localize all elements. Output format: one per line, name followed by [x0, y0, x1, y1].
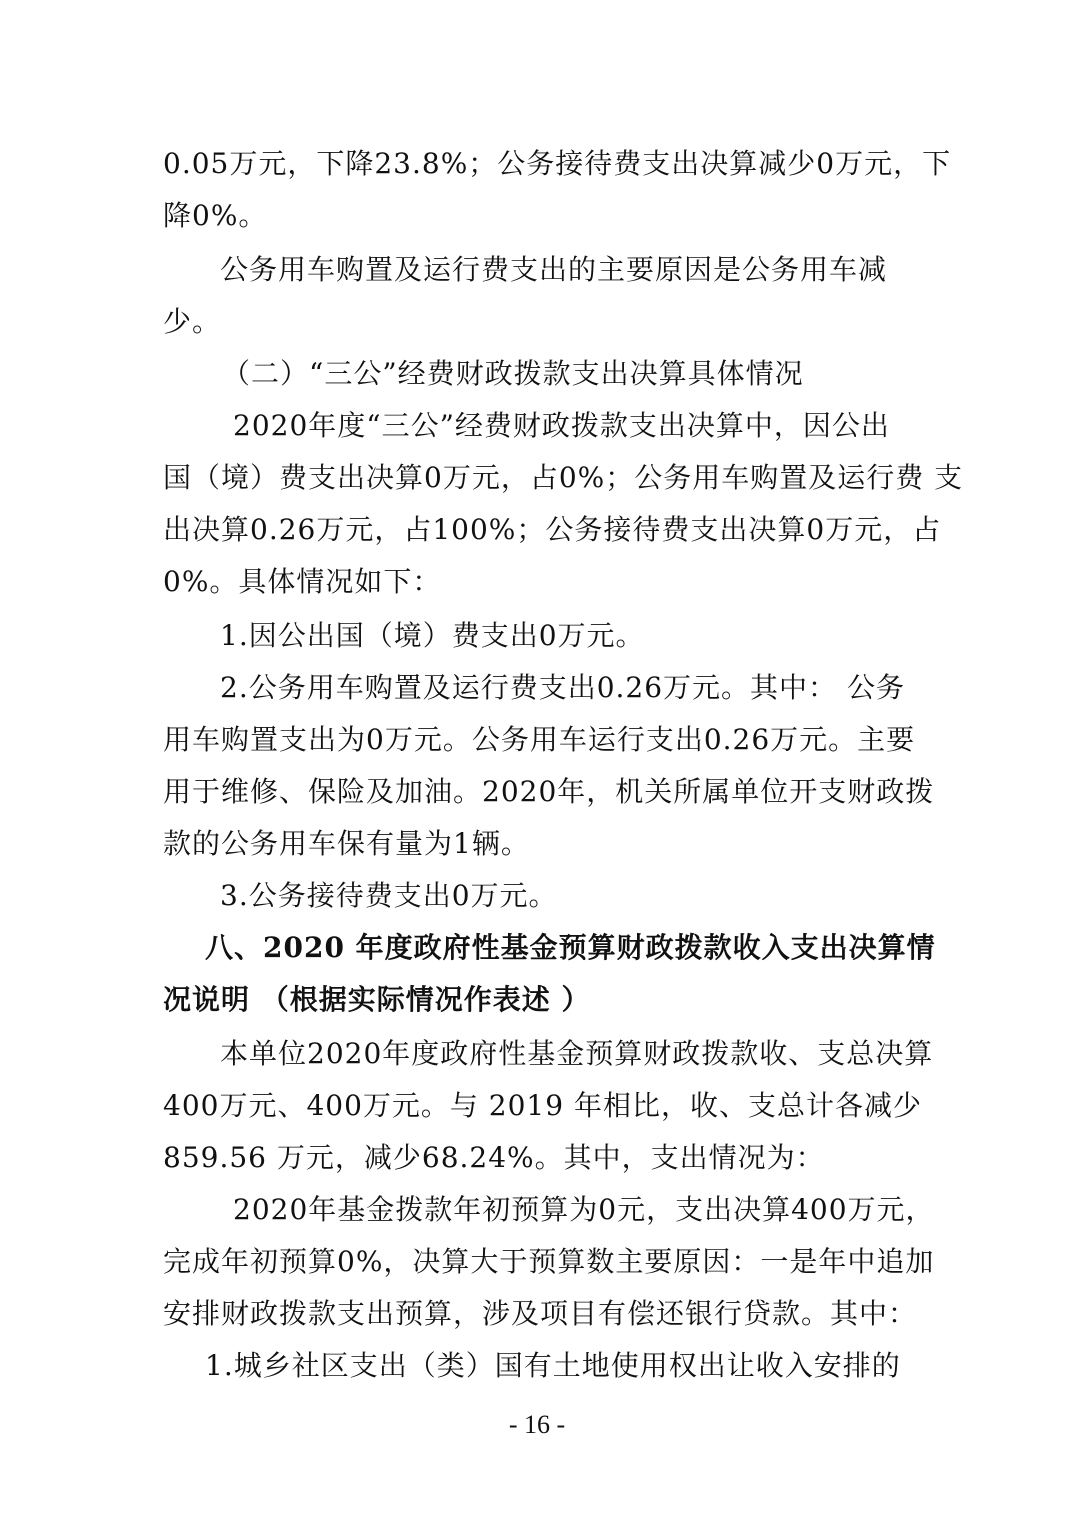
paragraph-line-2: 降0%。	[163, 199, 268, 232]
paragraph-line-23: 安排财政拨款支出预算，涉及项目有偿还银行贷款。其中：	[163, 1297, 918, 1330]
paragraph-line-13: 用于维修、保险及加油。2020年，机关所属单位开支财政拨	[163, 775, 935, 808]
section-heading-8-cont: 况说明 （根据实际情况作表述 ）	[163, 983, 591, 1016]
paragraph-line-1: 0.05万元，下降23.8%；公务接待费支出决算减少0万元，下	[163, 147, 952, 180]
paragraph-line-4: 少。	[163, 305, 222, 338]
paragraph-line-14: 款的公务用车保有量为1辆。	[163, 827, 530, 860]
paragraph-line-22: 完成年初预算0%，决算大于预算数主要原因：一是年中追加	[163, 1245, 935, 1278]
list-item-4: 1.城乡社区支出（类）国有土地使用权出让收入安排的	[205, 1349, 901, 1382]
paragraph-line-12: 用车购置支出为0万元。公务用车运行支出0.26万元。主要	[163, 723, 916, 756]
paragraph-line-9: 0%。具体情况如下：	[163, 565, 442, 598]
paragraph-line-3: 公务用车购置及运行费支出的主要原因是公务用车减	[220, 253, 888, 286]
list-item-1: 1.因公出国（境）费支出0万元。	[220, 619, 645, 652]
paragraph-line-7: 国（境）费支出决算0万元，占0%；公务用车购置及运行费 支	[163, 461, 964, 494]
paragraph-line-19: 400万元、400万元。与 2019 年相比，收、支总计各减少	[163, 1089, 922, 1122]
section-heading-8: 八、2020 年度政府性基金预算财政拨款收入支出决算情	[205, 931, 936, 964]
list-item-2: 2.公务用车购置及运行费支出0.26万元。其中： 公务	[220, 671, 905, 704]
list-item-3: 3.公务接待费支出0万元。	[220, 879, 558, 912]
page-number: - 16 -	[508, 1410, 566, 1439]
paragraph-line-18: 本单位2020年度政府性基金预算财政拨款收、支总决算	[220, 1037, 934, 1070]
paragraph-line-21: 2020年基金拨款年初预算为0元，支出决算400万元，	[233, 1193, 935, 1226]
paragraph-line-20: 859.56 万元，减少68.24%。其中，支出情况为：	[163, 1141, 825, 1174]
section-heading-2: （二）“三公”经费财政拨款支出决算具体情况	[222, 357, 804, 390]
paragraph-line-6: 2020年度“三公”经费财政拨款支出决算中，因公出	[233, 409, 890, 442]
paragraph-line-8: 出决算0.26万元，占100%；公务接待费支出决算0万元，占	[163, 513, 942, 546]
